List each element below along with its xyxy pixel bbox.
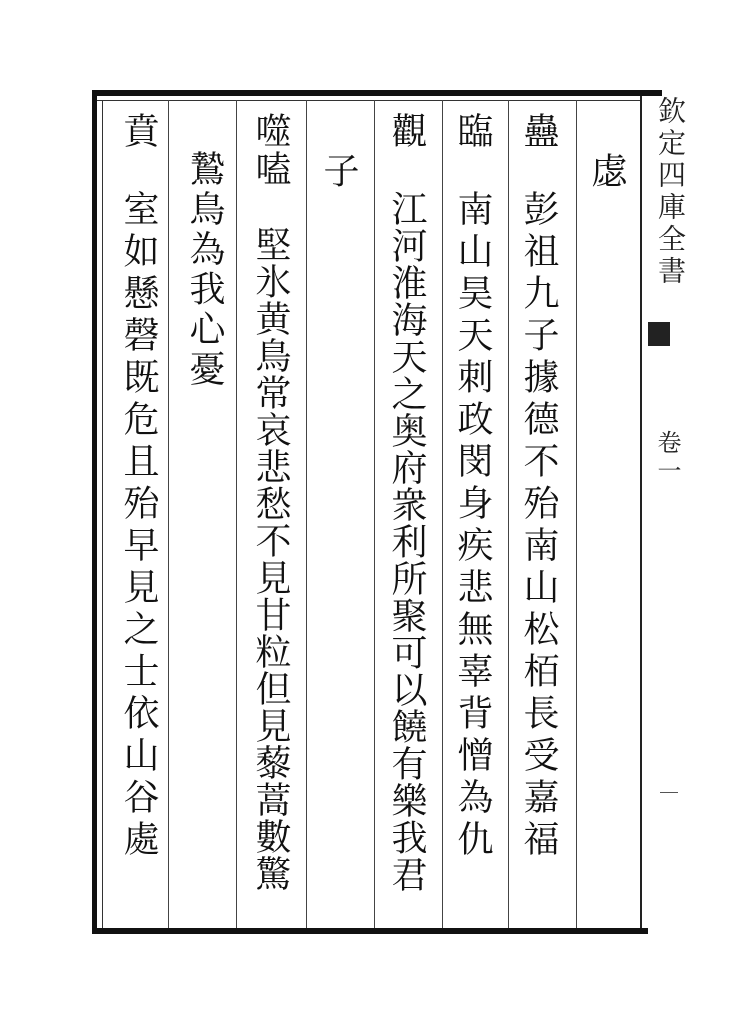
column-head: 虙 (586, 152, 627, 192)
fishtail-mark (648, 322, 670, 346)
column-rule (442, 100, 443, 928)
margin-juan-label: 卷一 (653, 430, 681, 486)
frame-bottom-border (92, 928, 648, 934)
column-head: 臨 (452, 112, 493, 152)
column-head: 蠱 (518, 112, 559, 152)
frame-left-border (92, 90, 97, 934)
frame-right-border (640, 96, 642, 928)
frame-left-inner-border (102, 100, 103, 928)
column-text: 鷙鳥為我心憂 (184, 150, 225, 390)
column-head: 子 (318, 152, 359, 192)
column-head: 噬嗑 (250, 112, 291, 188)
column-rule (374, 100, 375, 928)
column-text: 江河淮海天之奥府衆利所聚可以饒有樂我君 (386, 190, 427, 893)
column-rule (508, 100, 509, 928)
column-rule (306, 100, 307, 928)
column-head: 賁 (118, 112, 159, 152)
column-text: 南山昊天刺政閔身疾悲無辜背憎為仇 (452, 190, 493, 862)
column-rule (236, 100, 237, 928)
column-text: 室如懸磬既危且殆早見之士依山谷處 (118, 190, 159, 862)
column-text: 彭祖九子據德不殆南山松栢長受嘉福 (518, 190, 559, 862)
frame-top-inner-border (92, 100, 640, 101)
column-text: 堅氷黄鳥常哀悲愁不見甘粒但見藜蒿數驚 (250, 226, 291, 892)
column-rule (168, 100, 169, 928)
frame-top-border (92, 90, 662, 96)
margin-book-title: 欽定四庫全書 (654, 96, 687, 288)
margin-tick (660, 792, 678, 793)
column-head: 觀 (386, 112, 427, 152)
column-rule (576, 100, 577, 928)
